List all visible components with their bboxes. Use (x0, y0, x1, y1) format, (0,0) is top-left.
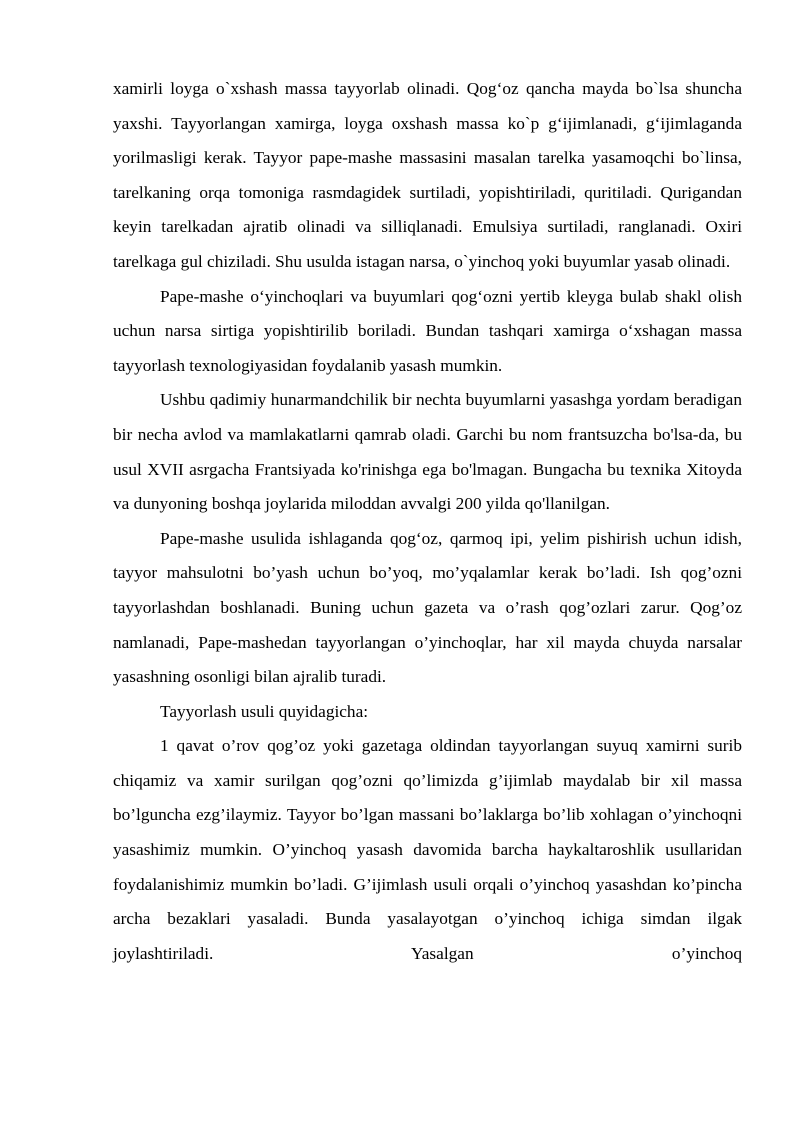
paragraph-history: Ushbu qadimiy hunarmandchilik bir nechta buyumlarni yasashga yordam beradigan bir necha avlod va mamlakatlarni qamrab oladi. Garchi bu nom frantsuzcha bo'lsa-da, bu usul XVII asrgacha Frantsiyada ko'rinishga ega bo'lmagan. Bungacha bu texnika Xitoyda va dunyoning boshqa joylarida miloddan avvalgi 200 yilda qo'llanilgan. (113, 390, 742, 514)
paragraph-materials: Pape-mashe usulida ishlaganda qog‘oz, qarmoq ipi, yelim pishirish uchun idish, tayyor mahsulotni bo’yash uchun bo’yoq, mo’yqalamlar kerak bo’ladi. Ish qog’ozni tayyorlashdan boshlanadi. Buning uchun gazeta va o’rash qog’ozlari zarur. Qog’oz namlanadi, Pape-mashedan tayyorlangan o’yinchoqlar, har xil mayda chuyda narsalar yasashning osonligi bilan ajralib turadi. (113, 528, 742, 687)
document-body (113, 72, 742, 971)
paragraph-method-steps: 1 qavat o’rov qog’oz yoki gazetaga oldindan tayyorlangan suyuq xamirni surib chiqamiz va xamir surilgan qog’ozni qo’limizda g’ijimlab maydalab bir xil massa bo’lguncha ezg’ilaymiz. Tayyor bo’lgan massani bo’laklarga bo’lib xohlagan o’yinchoqni yasashimiz mumkin. O’yinchoq yasash davomida barcha haykaltaroshlik usullaridan foydalanishimiz mumkin bo’ladi. G’ijimlash usuli orqali o’yinchoq yasashdan ko’pincha archa bezaklari yasaladi. Bunda yasalayotgan o’yinchoq ichiga simdan ilgak joylashtiriladi. Yasalgan o’yinchoq (113, 736, 742, 963)
paragraph-continued: xamirli loyga o`xshash massa tayyorlab olinadi. Qog‘oz qancha mayda bo`lsa shuncha yaxshi. Tayyorlangan xamirga, loyga oxshash massa ko`p g‘ijimlanadi, g‘ijimlaganda yorilmasligi kerak. Tayyor pape-mashe massasini masalan tarelka yasamoqchi bo`linsa, tarelkaning orqa tomoniga rasmdagidek surtiladi, yopishtiriladi, quritiladi. Qurigandan keyin tarelkadan ajratib olinadi va silliqlanadi. Emulsiya surtiladi, ranglanadi. Oxiri tarelkaga gul chiziladi. Shu usulda istagan narsa, o`yinchoq yoki buyumlar yasab olinadi. (113, 79, 742, 271)
paragraph-method-heading: Tayyorlash usuli quyidagicha: (160, 701, 369, 721)
paragraph-papier-mache-toys: Pape-mashe o‘yinchoqlari va buyumlari qog‘ozni yertib kleyga bulab shakl olish uchun narsa sirtiga yopishtirilib boriladi. Bundan tashqari xamirga o‘xshagan massa tayyorlash texnologiyasidan foydalanib yasash mumkin. (113, 286, 742, 375)
